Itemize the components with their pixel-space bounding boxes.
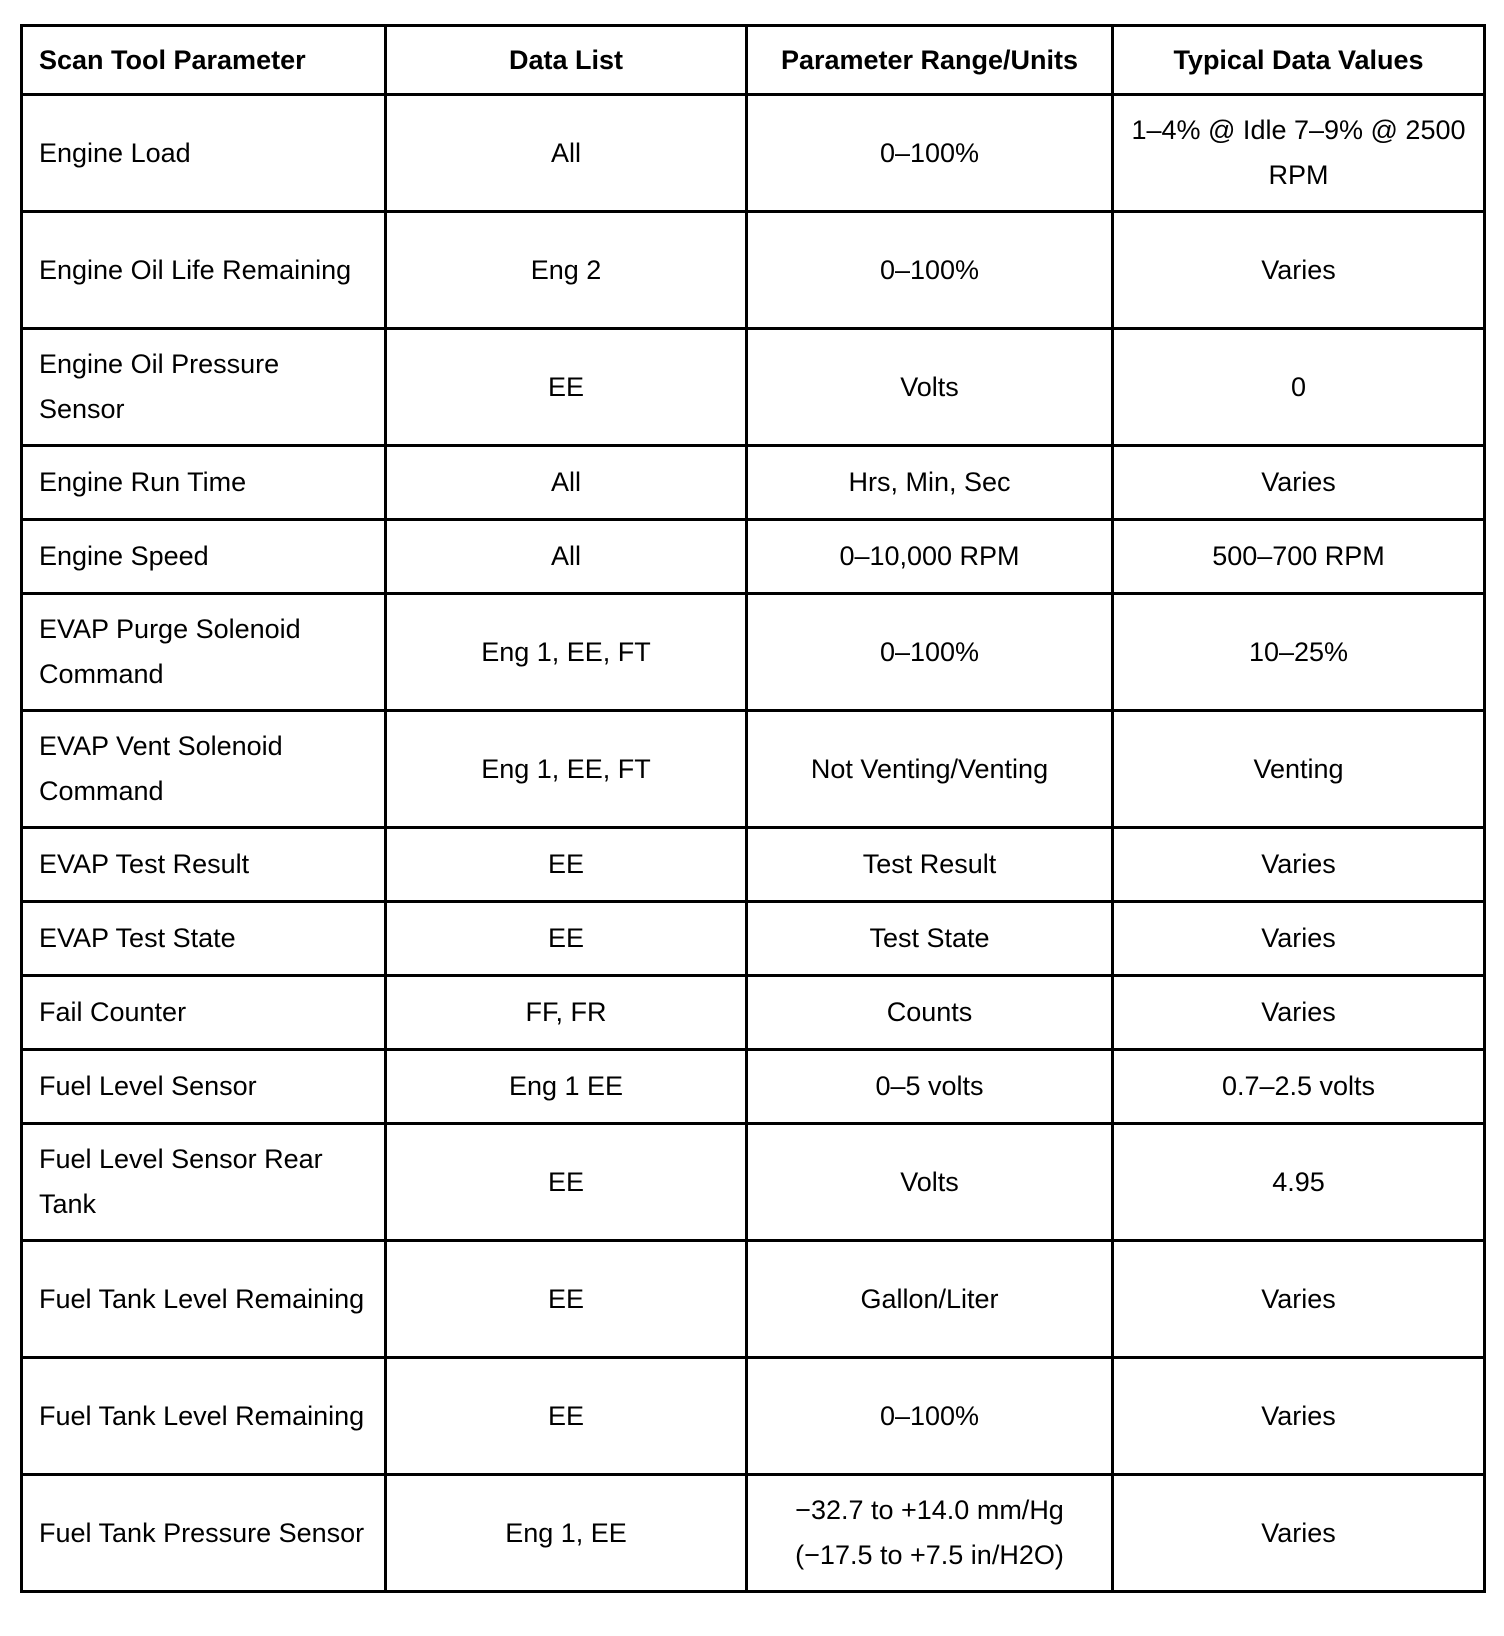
cell-data-list: Eng 2 [386,212,747,329]
cell-range-units: 0–5 volts [747,1050,1113,1124]
cell-parameter: Engine Oil Life Remaining [22,212,386,329]
header-parameter-range-units: Parameter Range/Units [747,26,1113,95]
table-header [22,26,1485,95]
table-row [22,1241,1485,1358]
cell-data-list: EE [386,1241,747,1358]
cell-parameter: Engine Run Time [22,446,386,520]
cell-data-list: All [386,95,747,212]
cell-typical-value: 0 [1113,329,1485,446]
cell-range-units: Test State [747,902,1113,976]
cell-parameter: Fuel Tank Pressure Sensor [22,1475,386,1592]
cell-data-list: EE [386,828,747,902]
cell-data-list: FF, FR [386,976,747,1050]
header-data-list: Data List [386,26,747,95]
cell-typical-value: Varies [1113,976,1485,1050]
cell-range-units: Volts [747,1124,1113,1241]
scan-tool-parameter-table [20,24,1486,1593]
table-row [22,329,1485,446]
header-row [22,26,1485,95]
cell-range-units: Not Venting/Venting [747,711,1113,828]
table-row [22,1050,1485,1124]
table-row [22,1124,1485,1241]
cell-typical-value: Varies [1113,212,1485,329]
table-row [22,95,1485,212]
header-scan-tool-parameter: Scan Tool Parameter [22,26,386,95]
cell-range-units: Counts [747,976,1113,1050]
cell-data-list: EE [386,329,747,446]
cell-parameter: EVAP Purge Solenoid Command [22,594,386,711]
cell-range-units: −32.7 to +14.0 mm/Hg (−17.5 to +7.5 in/H2O) [747,1475,1113,1592]
cell-typical-value: 1–4% @ Idle 7–9% @ 2500 RPM [1113,95,1485,212]
cell-data-list: Eng 1 EE [386,1050,747,1124]
cell-data-list: EE [386,1358,747,1475]
table-body [22,95,1485,1592]
cell-range-units: Test Result [747,828,1113,902]
cell-typical-value: Varies [1113,902,1485,976]
cell-parameter: Fuel Tank Level Remaining [22,1358,386,1475]
cell-parameter: EVAP Test State [22,902,386,976]
table-row [22,212,1485,329]
cell-range-units: 0–100% [747,95,1113,212]
table-row [22,828,1485,902]
cell-typical-value: 500–700 RPM [1113,520,1485,594]
cell-parameter: EVAP Test Result [22,828,386,902]
cell-data-list: Eng 1, EE, FT [386,711,747,828]
cell-range-units: 0–10,000 RPM [747,520,1113,594]
cell-parameter: Fail Counter [22,976,386,1050]
cell-range-units: Gallon/Liter [747,1241,1113,1358]
cell-typical-value: 4.95 [1113,1124,1485,1241]
table-row [22,446,1485,520]
cell-data-list: Eng 1, EE, FT [386,594,747,711]
cell-typical-value: Varies [1113,1241,1485,1358]
table-row [22,711,1485,828]
header-typical-data-values: Typical Data Values [1113,26,1485,95]
cell-data-list: EE [386,902,747,976]
cell-data-list: All [386,446,747,520]
cell-typical-value: Varies [1113,828,1485,902]
cell-typical-value: Varies [1113,446,1485,520]
cell-typical-value: Varies [1113,1475,1485,1592]
table-row [22,594,1485,711]
table-row [22,1475,1485,1592]
cell-typical-value: Venting [1113,711,1485,828]
cell-parameter: Engine Speed [22,520,386,594]
cell-data-list: All [386,520,747,594]
cell-parameter: Fuel Level Sensor [22,1050,386,1124]
cell-range-units: 0–100% [747,212,1113,329]
cell-parameter: Engine Load [22,95,386,212]
cell-range-units: Hrs, Min, Sec [747,446,1113,520]
cell-range-units: 0–100% [747,594,1113,711]
cell-typical-value: Varies [1113,1358,1485,1475]
cell-parameter: EVAP Vent Solenoid Command [22,711,386,828]
table-row [22,1358,1485,1475]
cell-range-units: 0–100% [747,1358,1113,1475]
cell-typical-value: 0.7–2.5 volts [1113,1050,1485,1124]
cell-typical-value: 10–25% [1113,594,1485,711]
table-row [22,520,1485,594]
table-row [22,976,1485,1050]
cell-parameter: Fuel Level Sensor Rear Tank [22,1124,386,1241]
table-row [22,902,1485,976]
cell-parameter: Fuel Tank Level Remaining [22,1241,386,1358]
cell-data-list: Eng 1, EE [386,1475,747,1592]
cell-parameter: Engine Oil Pressure Sensor [22,329,386,446]
cell-range-units: Volts [747,329,1113,446]
cell-data-list: EE [386,1124,747,1241]
